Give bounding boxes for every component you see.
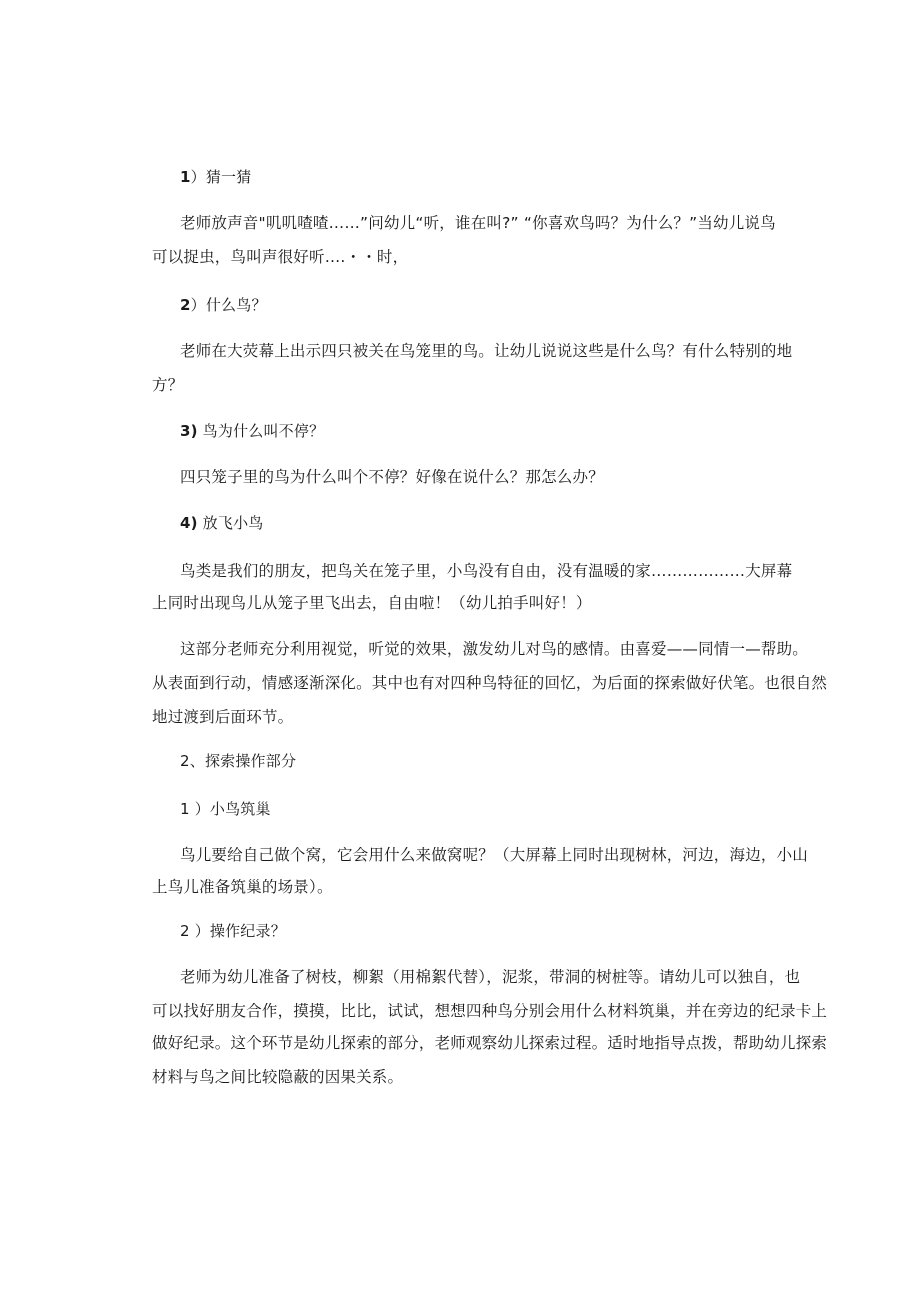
paragraph-line: 老师为幼儿准备了树枝，柳絮（用棉絮代替），泥浆，带洞的树桩等。请幼儿可以独自，也 <box>180 968 801 986</box>
section-heading-nest-building: 1 ）小鸟筑巢 <box>180 800 271 818</box>
paragraph-line: 可以捉虫，鸟叫声很好听….・・时， <box>152 248 409 266</box>
heading-number: 3) <box>180 422 198 440</box>
paragraph-line: 鸟儿要给自己做个窝，它会用什么来做窝呢？（大屏幕上同时出现树林，河边，海边，小山 <box>180 846 809 864</box>
paragraph-line: 地过渡到后面环节。 <box>152 708 294 726</box>
paragraph-line: 上鸟儿准备筑巢的场景）。 <box>152 878 333 896</box>
paragraph-line: 方？ <box>152 376 184 394</box>
paragraph-line: 鸟类是我们的朋友，把鸟关在笼子里，小鸟没有自由，没有温暖的家………………大屏幕 <box>180 562 793 580</box>
paragraph-line: 这部分老师充分利用视觉，听觉的效果，激发幼儿对鸟的感情。由喜爱——同情一—帮助。 <box>180 640 809 658</box>
heading-number: 4) <box>180 514 198 532</box>
paragraph-line: 上同时出现鸟儿从笼子里飞出去，自由啦！（幼儿拍手叫好！） <box>152 594 592 612</box>
paragraph-line: 可以找好朋友合作，摸摸，比比，试试，想想四种鸟分别会用什么材料筑巢，并在旁边的纪录卡上 <box>152 1002 828 1020</box>
section-heading-which-bird <box>180 294 267 316</box>
section-heading-guess <box>180 166 251 188</box>
section-heading-why-chirp <box>180 420 324 442</box>
section-heading-exploration: 2、探索操作部分 <box>180 752 297 770</box>
paragraph-line: 四只笼子里的鸟为什么叫个不停？好像在说什么？那怎么办？ <box>180 468 604 486</box>
heading-number: 2 <box>180 296 191 314</box>
heading-number: 1 <box>180 168 191 186</box>
paragraph-line: 从表面到行动，情感逐渐深化。其中也有对四种鸟特征的回忆，为后面的探索做好伏笔。也很自然 <box>152 674 828 692</box>
heading-title: 鸟为什么叫不停？ <box>202 422 325 440</box>
heading-title: ）什么鸟？ <box>190 296 267 314</box>
section-heading-record: 2 ）操作纪录？ <box>180 922 286 940</box>
paragraph-line: 材料与鸟之间比较隐蔽的因果关系。 <box>152 1068 404 1086</box>
heading-title: 放飞小鸟 <box>202 514 264 532</box>
paragraph-line: 老师放声音"叽叽喳喳……”问幼儿“听，谁在叫?” “你喜欢鸟吗？为什么？”当幼儿说鸟 <box>180 214 776 232</box>
paragraph-line: 做好纪录。这个环节是幼儿探索的部分，老师观察幼儿探索过程。适时地指导点拨，帮助幼儿探索 <box>152 1034 828 1052</box>
paragraph-line: 老师在大荧幕上出示四只被关在鸟笼里的鸟。让幼儿说说这些是什么鸟？有什么特别的地 <box>180 342 793 360</box>
heading-title: ）猜一猜 <box>190 168 252 186</box>
section-heading-release-birds <box>180 512 263 534</box>
